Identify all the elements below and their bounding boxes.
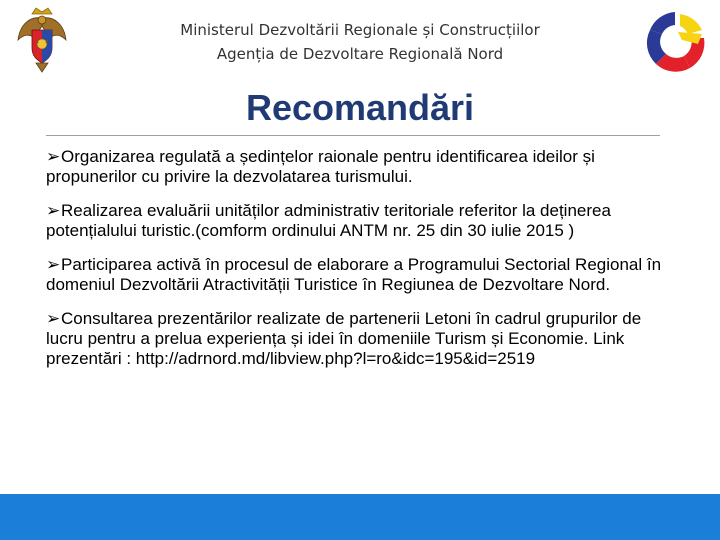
- list-item: [42, 309, 682, 369]
- agency-name: Agenția de Dezvoltare Regională Nord: [216, 45, 504, 63]
- ministry-name: Ministerul Dezvoltării Regionale și Construcțiilor: [180, 21, 540, 39]
- recommendations-list: [42, 147, 682, 383]
- arrow-bullet-icon: ➢: [46, 255, 61, 274]
- list-item: [42, 147, 682, 187]
- arrow-bullet-icon: ➢: [46, 201, 61, 220]
- list-item: [42, 255, 682, 295]
- list-item-text: Participarea activă în procesul de elaborare a Programului Sectorial Regional în domeniul Dezvoltării Atractivității Turistice în Regiunea de Dezvoltare Nord.: [46, 255, 662, 294]
- list-item-text: Organizarea regulată a ședințelor raionale pentru identificarea ideilor și propunerilor cu privire la dezvolatarea turismului.: [46, 147, 595, 186]
- header: [100, 18, 620, 66]
- title-divider: [46, 135, 660, 136]
- arrow-bullet-icon: ➢: [46, 309, 61, 328]
- list-item-text: Consultarea prezentărilor realizate de partenerii Letoni în cadrul grupurilor de lucru pentru a prelua experiența și idei în domeniile Turism și Economie. Link prezentări : http://adrnord.md/libview.php?l=ro&idc=195&id=2519: [46, 309, 642, 368]
- footer-bar: [0, 494, 720, 540]
- coat-of-arms-icon: [14, 6, 70, 74]
- list-item: [42, 201, 682, 241]
- arrow-bullet-icon: ➢: [46, 147, 61, 166]
- agency-logo-icon: [642, 8, 708, 74]
- list-item-text: Realizarea evaluării unităților administrativ teritoriale referitor la deținerea potențialului turistic.(comform ordinului ANTM nr. 25 din 30 iulie 2015 ): [46, 201, 611, 240]
- page-title: Recomandări: [245, 87, 475, 128]
